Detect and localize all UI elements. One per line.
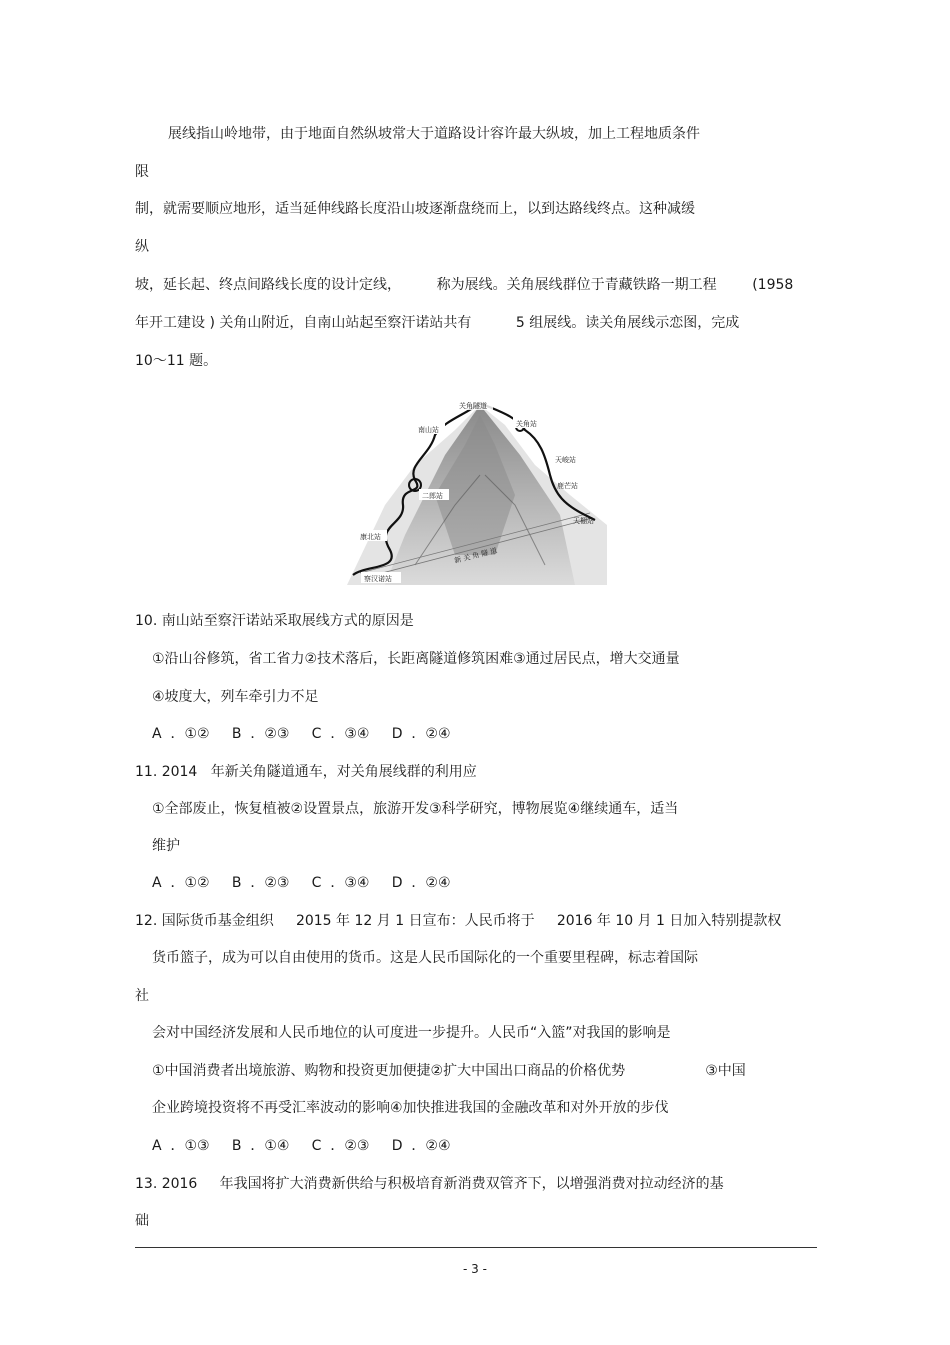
question-12-line-2: 会对中国经济发展和人民币地位的认可度进一步提升。人民币“入篮”对我国的影响是 [152,1025,671,1041]
intro-line-2: 限 [135,164,149,180]
question-11-line-1: ①全部废止，恢复植被②设置景点，旅游开发③科学研究，博物展览④继续通车，适当 [152,801,679,817]
question-10-stem: 10. 南山站至察汗诺站采取展线方式的原因是 [135,613,414,629]
question-12-line-3: ①中国消费者出境旅游、购物和投资更加便捷②扩大中国出口商品的价格优势 ③中国 [152,1063,746,1079]
question-10-line-2: ④坡度大，列车牵引力不足 [152,689,319,705]
intro-line-1: 展线指山岭地带，由于地面自然纵坡常大于道路设计容许最大纵坡，加上工程地质条件 [168,126,700,142]
label-mang: 鹿芒站 [557,482,578,490]
guanjiao-map [345,385,607,585]
question-11-options: A ．①② B ．②③ C ．③④ D ．②④ [152,875,451,891]
intro-line-3: 制，就需要顺应地形，适当延伸线路长度沿山坡逐渐盘绕而上，以到达路线终点。这种减缓 [135,201,695,217]
question-10-line-1: ①沿山谷修筑，省工省力②技术落后，长距离隧道修筑困难③通过居民点，增大交通量 [152,651,680,667]
question-12-line-1: 货币篮子，成为可以自由使用的货币。这是人民币国际化的一个重要里程碑，标志着国际 [152,950,698,966]
question-11-stem: 11. 2014 年新关角隧道通车，对关角展线群的利用应 [135,764,477,780]
question-11-line-2: 维护 [152,838,180,854]
footer-rule [135,1247,817,1248]
label-tianpeng: 天棚站 [573,517,594,525]
question-10-options: A ．①② B ．②③ C ．③④ D ．②④ [152,726,451,742]
intro-line-4: 纵 [135,239,149,255]
label-tianjun: 天峻站 [555,456,576,464]
label-guanjiao: 关角站 [516,420,537,428]
page-number: - 3 - [463,1262,487,1276]
question-12-options: A ．①③ B ．①④ C ．②③ D ．②④ [152,1138,451,1154]
intro-line-5: 坡，延长起、终点间路线长度的设计定线， 称为展线。关角展线群位于青藏铁路一期工程 (1958 [135,277,794,293]
label-guanjiao-tunnel: 关角隧道 [459,402,487,410]
label-chahannuo: 察汉诺站 [364,575,392,583]
intro-line-6: 年开工建设 ) 关角山附近，自南山站起至察汗诺站共有 5 组展线。读关角展线示恋图，完成 [135,315,740,331]
intro-line-7: 10～11 题。 [135,353,218,369]
label-new-tunnel: 新 关 角 隧 道 [453,546,499,565]
question-13-cont: 础 [135,1213,149,1229]
question-12-stem: 12. 国际货币基金组织 2015 年 12 月 1 日宣布：人民币将于 2016 年 10 月 1 日加入特别提款权 [135,913,782,929]
question-12-cont: 社 [135,988,149,1004]
label-nanshan: 南山站 [418,426,439,434]
question-12-line-4: 企业跨境投资将不再受汇率波动的影响④加快推进我国的金融改革和对外开放的步伐 [152,1100,669,1116]
label-erlang: 二郎站 [422,492,443,500]
question-13-stem: 13. 2016 年我国将扩大消费新供给与积极培育新消费双管齐下，以增强消费对拉动经济的基 [135,1176,724,1192]
label-kangbei: 康北站 [360,533,381,541]
